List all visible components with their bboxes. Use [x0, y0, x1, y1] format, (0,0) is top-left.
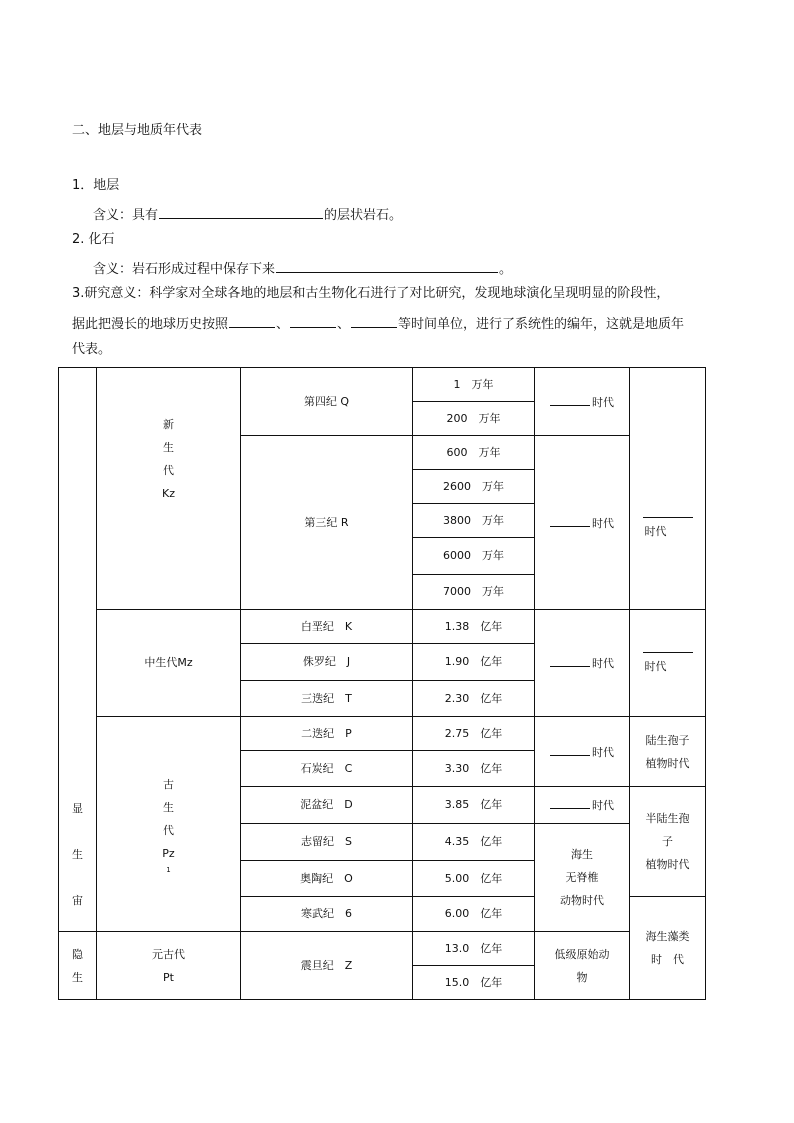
age-cell: 15.0 亿年: [412, 965, 535, 1000]
age-cell: 4.35 亿年: [412, 823, 535, 861]
animal-era-q-blank[interactable]: [550, 393, 590, 406]
period-c: 石炭纪 C: [240, 750, 413, 787]
item3-line3: 代表。: [72, 342, 112, 357]
age-cell: 5.00 亿年: [412, 860, 535, 897]
period-p: 二迭纪 P: [240, 716, 413, 751]
animal-era-d-blank[interactable]: [550, 796, 590, 809]
item3-blank-3[interactable]: [351, 313, 397, 328]
eon-yin-cell: [58, 931, 97, 1000]
item3-line2: [72, 313, 684, 334]
item3-sep-1: 、: [276, 317, 290, 332]
item3-sep-2: 、: [337, 317, 351, 332]
period-q: 第四纪 Q: [240, 367, 413, 436]
item2-blank[interactable]: [276, 258, 498, 273]
animal-primitive-line-2: 物: [576, 970, 588, 984]
plant-algae-line-1: 海生藻类: [645, 930, 690, 943]
plant-era-mz: [629, 609, 706, 717]
item2-def-suffix: 。: [499, 262, 513, 277]
eon-yin-char-1: 隐: [72, 947, 83, 961]
era-mz-cell: [96, 609, 241, 717]
era-kz-symbol: Kz: [162, 486, 175, 500]
animal-era-d: [534, 786, 630, 824]
age-cell: 3800 万年: [412, 503, 535, 538]
period-e: 寒武纪 6: [240, 896, 413, 932]
age-cell: 3.85 亿年: [412, 786, 535, 824]
era-pz-symbol: Pz: [162, 847, 175, 860]
plant-era-half: [629, 786, 706, 897]
geologic-time-table: [58, 367, 706, 1000]
animal-era-r: [534, 435, 630, 610]
animal-invert-line-1: 海生: [571, 848, 593, 861]
period-z: 震旦纪 Z: [240, 931, 413, 1000]
age-cell: 13.0 亿年: [412, 931, 535, 966]
item1-def-suffix: 的层状岩石。: [324, 208, 403, 223]
item3-line2-suffix: 等时间单位，进行了系统性的编年，这就是地质年: [398, 317, 685, 332]
plant-era-algae: [629, 896, 706, 1000]
eon-xian-char-3: 宙: [72, 893, 83, 907]
age-cell: 6000 万年: [412, 537, 535, 575]
era-pt-cell: [96, 931, 241, 1000]
eon-xian-cell: [58, 367, 97, 932]
animal-era-primitive: [534, 931, 630, 1000]
plant-half-line-3: 植物时代: [645, 858, 690, 871]
age-cell: 6.00 亿年: [412, 896, 535, 932]
plant-era-spore: [629, 716, 706, 787]
plant-era-mz-blank[interactable]: [643, 652, 693, 653]
plant-algae-line-2: 时 代: [651, 953, 684, 966]
animal-era-d-suffix: 时代: [592, 799, 614, 812]
animal-era-pc-blank[interactable]: [550, 743, 590, 756]
era-pz-char-2: 生: [162, 801, 174, 814]
age-cell: 1.38 亿年: [412, 609, 535, 644]
age-cell: 2.75 亿年: [412, 716, 535, 751]
plant-era-mz-suffix: 时代: [644, 659, 667, 673]
era-kz-char-1: 新: [163, 417, 174, 431]
animal-era-mz: [534, 609, 630, 717]
section-title: 二、地层与地质年代表: [72, 123, 203, 138]
era-pt-symbol: Pt: [163, 970, 174, 984]
plant-era-kz-suffix: 时代: [644, 525, 667, 538]
age-cell: 1.90 亿年: [412, 643, 535, 681]
animal-era-pc-suffix: 时代: [592, 745, 614, 759]
era-pz-char-3: 代: [162, 824, 174, 837]
item1-blank[interactable]: [159, 204, 323, 219]
age-cell: 1 万年: [412, 367, 535, 402]
era-kz-cell: [96, 367, 241, 610]
era-kz-char-3: 代: [163, 463, 174, 477]
item2-def-prefix: 含义：岩石形成过程中保存下来: [93, 262, 276, 277]
era-pt-label: 元古代: [152, 947, 185, 961]
item1-definition: [93, 204, 402, 225]
eon-xian-char-2: 生: [72, 847, 83, 861]
era-mz-label: 中生代Mz: [144, 656, 193, 669]
period-j: 侏罗纪 J: [240, 643, 413, 681]
item1-def-prefix: 含义：具有: [93, 208, 159, 223]
animal-era-q: [534, 367, 630, 436]
item3-line2-prefix: 据此把漫长的地球历史按照: [72, 317, 229, 332]
age-cell: 2.30 亿年: [412, 680, 535, 717]
animal-invert-line-2: 无脊椎: [565, 871, 599, 884]
animal-era-q-suffix: 时代: [592, 395, 614, 409]
animal-era-r-suffix: 时代: [592, 516, 614, 530]
era-kz-char-2: 生: [163, 440, 174, 454]
period-k: 白垩纪 K: [240, 609, 413, 644]
age-cell: 600 万年: [412, 435, 535, 470]
item3-line1: 3.研究意义：科学家对全球各地的地层和古生物化石进行了对比研究，发现地球演化呈现明显的阶段性，: [72, 286, 670, 301]
plant-half-line-1: 半陆生孢: [645, 812, 690, 825]
plant-era-kz: [629, 367, 706, 610]
period-t: 三迭纪 T: [240, 680, 413, 717]
period-r: 第三纪 R: [240, 435, 413, 610]
item2-definition: [93, 258, 512, 279]
period-s: 志留纪 S: [240, 823, 413, 861]
plant-spore-line-2: 植物时代: [645, 756, 690, 770]
age-cell: 2600 万年: [412, 469, 535, 504]
animal-era-invert: [534, 823, 630, 932]
age-cell: 200 万年: [412, 401, 535, 436]
item2-title: 2. 化石: [72, 232, 115, 247]
animal-invert-line-3: 动物时代: [560, 894, 604, 907]
plant-spore-line-1: 陆生孢子: [645, 733, 690, 747]
period-d: 泥盆纪 D: [240, 786, 413, 824]
animal-era-mz-suffix: 时代: [592, 657, 614, 670]
era-pz-char-1: 古: [162, 778, 174, 791]
period-o: 奥陶纪 O: [240, 860, 413, 897]
item3-blank-2[interactable]: [290, 313, 336, 328]
item3-blank-1[interactable]: [229, 313, 275, 328]
era-pz-cell: [96, 716, 241, 932]
animal-era-r-blank[interactable]: [550, 514, 590, 527]
plant-era-kz-blank[interactable]: [643, 517, 693, 518]
item1-title: 1．地层: [72, 178, 120, 193]
plant-half-line-2: 子: [662, 835, 673, 848]
age-cell: 3.30 亿年: [412, 750, 535, 787]
animal-era-mz-blank[interactable]: [550, 654, 590, 667]
animal-era-pc: [534, 716, 630, 787]
eon-xian-char-1: 显: [72, 801, 83, 815]
age-cell: 7000 万年: [412, 574, 535, 610]
animal-primitive-line-1: 低级原始动: [554, 947, 610, 961]
eon-yin-char-2: 生: [72, 970, 83, 984]
era-pz-footnote: 1: [166, 866, 171, 874]
